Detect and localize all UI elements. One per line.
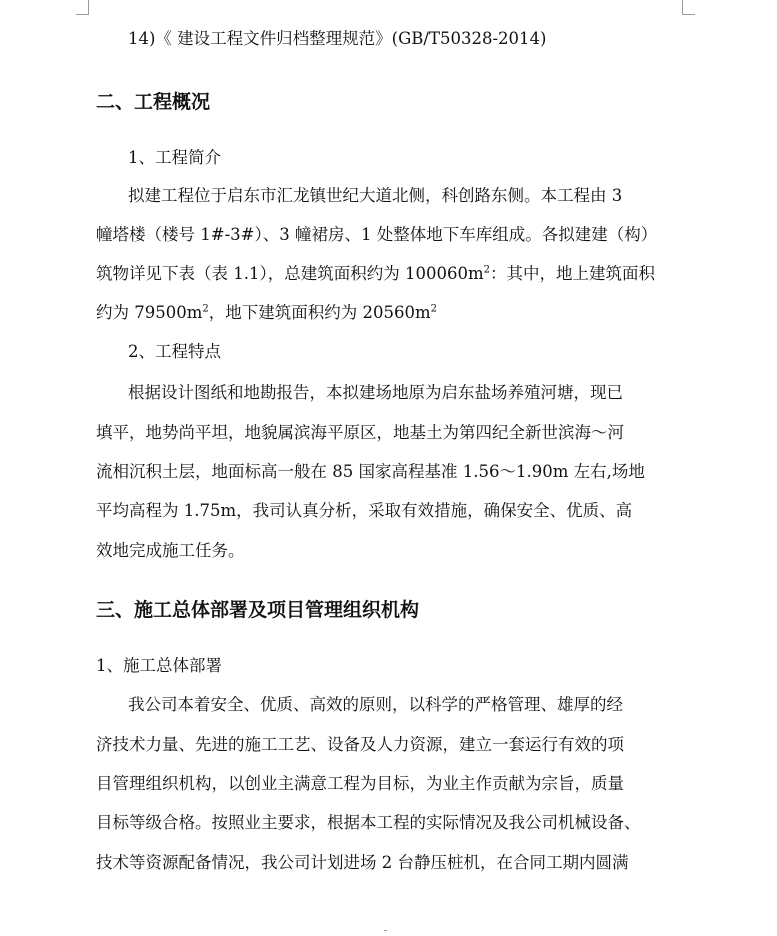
paragraph-line: 效地完成施工任务。: [96, 541, 245, 560]
paragraph-line: 目标等级合格。按照业主要求，根据本工程的实际情况及我公司机械设备、: [96, 813, 641, 832]
crop-mark: [76, 14, 89, 15]
paragraph-line: [96, 264, 680, 283]
crop-mark: [682, 14, 695, 15]
text-run: ，地下建筑面积约为 20560m: [208, 303, 431, 322]
crop-mark: [682, 0, 683, 14]
paragraph-line: 平均高程为 1.75m，我司认真分析，采取有效措施，确保安全、优质、高: [96, 501, 633, 520]
crop-mark: [384, 930, 387, 931]
sub-heading: 1、施工总体部署: [96, 656, 222, 675]
text-run: 筑物详见下表（表 1.1），总建筑面积约为 100060m: [96, 264, 484, 283]
paragraph-line: 根据设计图纸和地勘报告，本拟建场地原为启东盐场养殖河塘，现已: [128, 383, 623, 402]
paragraph-line: 幢塔楼（楼号 1#-3#）、3 幢裙房、1 处整体地下车库组成。各拟建建（构）: [96, 225, 658, 244]
paragraph: [96, 186, 680, 322]
text-run: 约为 79500m: [96, 303, 203, 322]
section-heading: 二、工程概况: [96, 91, 211, 113]
superscript: 2: [483, 264, 490, 276]
superscript: 2: [202, 303, 209, 315]
paragraph-line: 目管理组织机构，以创业主满意工程为目标，为业主作贡献为宗旨，质量: [96, 774, 624, 793]
crop-mark: [88, 0, 89, 14]
text-run: ：其中，地上建筑面积: [490, 264, 655, 283]
section-heading: 三、施工总体部署及项目管理组织机构: [96, 599, 420, 621]
paragraph-line: 我公司本着安全、优质、高效的原则，以科学的严格管理、雄厚的经: [128, 695, 623, 714]
paragraph-line: 济技术力量、先进的施工工艺、设备及人力资源，建立一套运行有效的项: [96, 735, 624, 754]
page-body: [96, 24, 680, 872]
paragraph-line: 流相沉积土层，地面标高一般在 85 国家高程基准 1.56～1.90m 左右,场地: [96, 462, 645, 481]
paragraph: [96, 383, 680, 560]
paragraph-line: 填平，地势尚平坦，地貌属滨海平原区，地基土为第四纪全新世滨海～河: [96, 423, 624, 442]
paragraph: [96, 695, 680, 872]
paragraph-line: 技术等资源配备情况，我公司计划进场 2 台静压桩机，在合同工期内圆满: [96, 853, 629, 872]
sub-heading: 2、工程特点: [128, 342, 221, 361]
superscript: 2: [430, 303, 438, 315]
sub-heading: 1、工程简介: [128, 148, 221, 167]
paragraph-line: 拟建工程位于启东市汇龙镇世纪大道北侧，科创路东侧。本工程由 3: [128, 186, 623, 205]
reference-item: 14)《 建设工程文件归档整理规范》(GB/T50328-2014): [128, 29, 547, 48]
paragraph-line: [96, 303, 680, 322]
